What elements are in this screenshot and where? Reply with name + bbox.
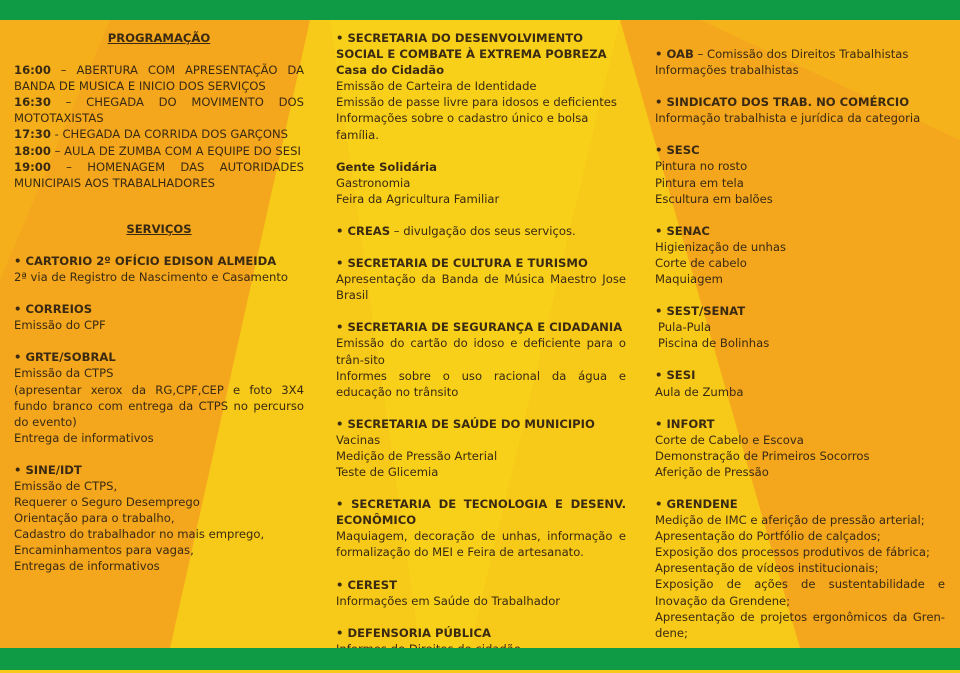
section-cultura-turismo: • SECRETARIA DE CULTURA E TURISMO Apresentação da Banda de Música Maestro Jose Brasil — [336, 256, 626, 303]
section-creas: • CREAS – divulgação dos seus serviços. — [336, 223, 576, 238]
section-sindicato: • SINDICATO DOS TRAB. NO COMÉRCIO Informação trabalhista e jurídica da categoria — [655, 95, 921, 126]
section-grte-sobral: • GRTE/SOBRAL Emissão da CTPS (apresentar xerox da RG,CPF,CEP e foto 3X4 fundo branco com entrega da CTPS no percurso do evento) Entrega de informativos — [14, 350, 304, 445]
section-sesi: • SESI Aula de Zumba — [655, 368, 744, 399]
schedule-item: 16:30 – CHEGADA DO MOVIMENTO DOS MOTOTAXISTAS — [14, 95, 304, 126]
schedule-item: 17:30 - CHEGADA DA CORRIDA DOS GARÇONS — [14, 127, 289, 142]
section-gente-solidaria: Gente Solidária Gastronomia Feira da Agricultura Familiar — [336, 159, 500, 206]
section-cerest: • CEREST Informações em Saúde do Trabalhador — [336, 577, 561, 608]
section-sesc: • SESC Pintura no rosto Pintura em tela Escultura em balões — [655, 143, 773, 206]
section-seguranca-cidadania: • SECRETARIA DE SEGURANÇA E CIDADANIA Emissão do cartão do idoso e deficiente para o trân-sito Informes sobre o uso racional da água e educação no trânsito — [336, 320, 626, 399]
column-parceiros — [655, 46, 945, 657]
section-desenvolvimento-social: • SECRETARIA DO DESENVOLVIMENTO SOCIAL E COMBATE À EXTREMA POBREZA Casa do Cidadão Emissão de Carteira de Identidade Emissão de passe livre para idosos e deficientes Informações sobre o cadastro único e bolsa família. — [336, 31, 617, 142]
section-saude: • SECRETARIA DE SAÚDE DO MUNICIPIO Vacinas Medição de Pressão Arterial Teste de Glicemia — [336, 416, 595, 480]
schedule-item: 16:00 – ABERTURA COM APRESENTAÇÃO DA BANDA DE MUSICA E INICIO DOS SERVIÇOS — [14, 63, 304, 94]
section-infort: • INFORT Corte de Cabelo e Escova Demonstração de Primeiros Socorros Aferição de Pressão — [655, 416, 870, 479]
schedule-list — [14, 62, 304, 191]
section-correios: • CORREIOS Emissão do CPF — [14, 302, 106, 333]
section-oab: • OAB – Comissão dos Direitos Trabalhistas Informações trabalhistas — [655, 47, 909, 78]
section-defensoria: • DEFENSORIA PÚBLICA — [336, 625, 491, 640]
section-tecnologia: • SECRETARIA DE TECNOLOGIA E DESENV. ECONÔMICO Maquiagem, decoração de unhas, informação e formalização do MEI e Feira de artesanato. — [336, 497, 626, 560]
column-programacao-servicos — [14, 30, 304, 591]
section-grendene: • GRENDENE Medição de IMC e aferição de pressão arterial; Apresentação do Portfólio de calçados; Exposição dos processos produtivos de fábrica; Apresentação de vídeos institucionais; Exposição de ações de sustentabilidade e Inovação da Grendene; Apresentação de projetos ergonômicos da Gren-dene; — [655, 496, 945, 640]
section-sine-idt: • SINE/IDT Emissão de CTPS, Requerer o Seguro Desemprego Orientação para o trabalho, Cadastro do trabalhador no mais emprego, Encaminhamentos para vagas, Entregas de informativos — [14, 462, 265, 574]
section-senac: • SENAC Higienização de unhas Corte de cabelo Maquiagem — [655, 223, 787, 287]
column-secretarias — [336, 30, 626, 673]
bottom-green-band — [0, 648, 960, 670]
section-sest-senat: • SEST/SENAT Pula-Pula Piscina de Bolinhas — [655, 304, 770, 351]
section-cartorio: • CARTORIO 2º OFÍCIO EDISON ALMEIDA 2ª via de Registro de Nascimento e Casamento — [14, 253, 288, 285]
programacao-title: PROGRAMAÇÃO — [107, 31, 211, 45]
servicos-title: SERVIÇOS — [126, 221, 192, 236]
schedule-item: 18:00 – AULA DE ZUMBA COM A EQUIPE DO SESI — [14, 143, 301, 158]
top-green-band — [0, 0, 960, 20]
schedule-item: 19:00 – HOMENAGEM DAS AUTORIDADES MUNICIPAIS AOS TRABALHADORES — [14, 159, 304, 190]
